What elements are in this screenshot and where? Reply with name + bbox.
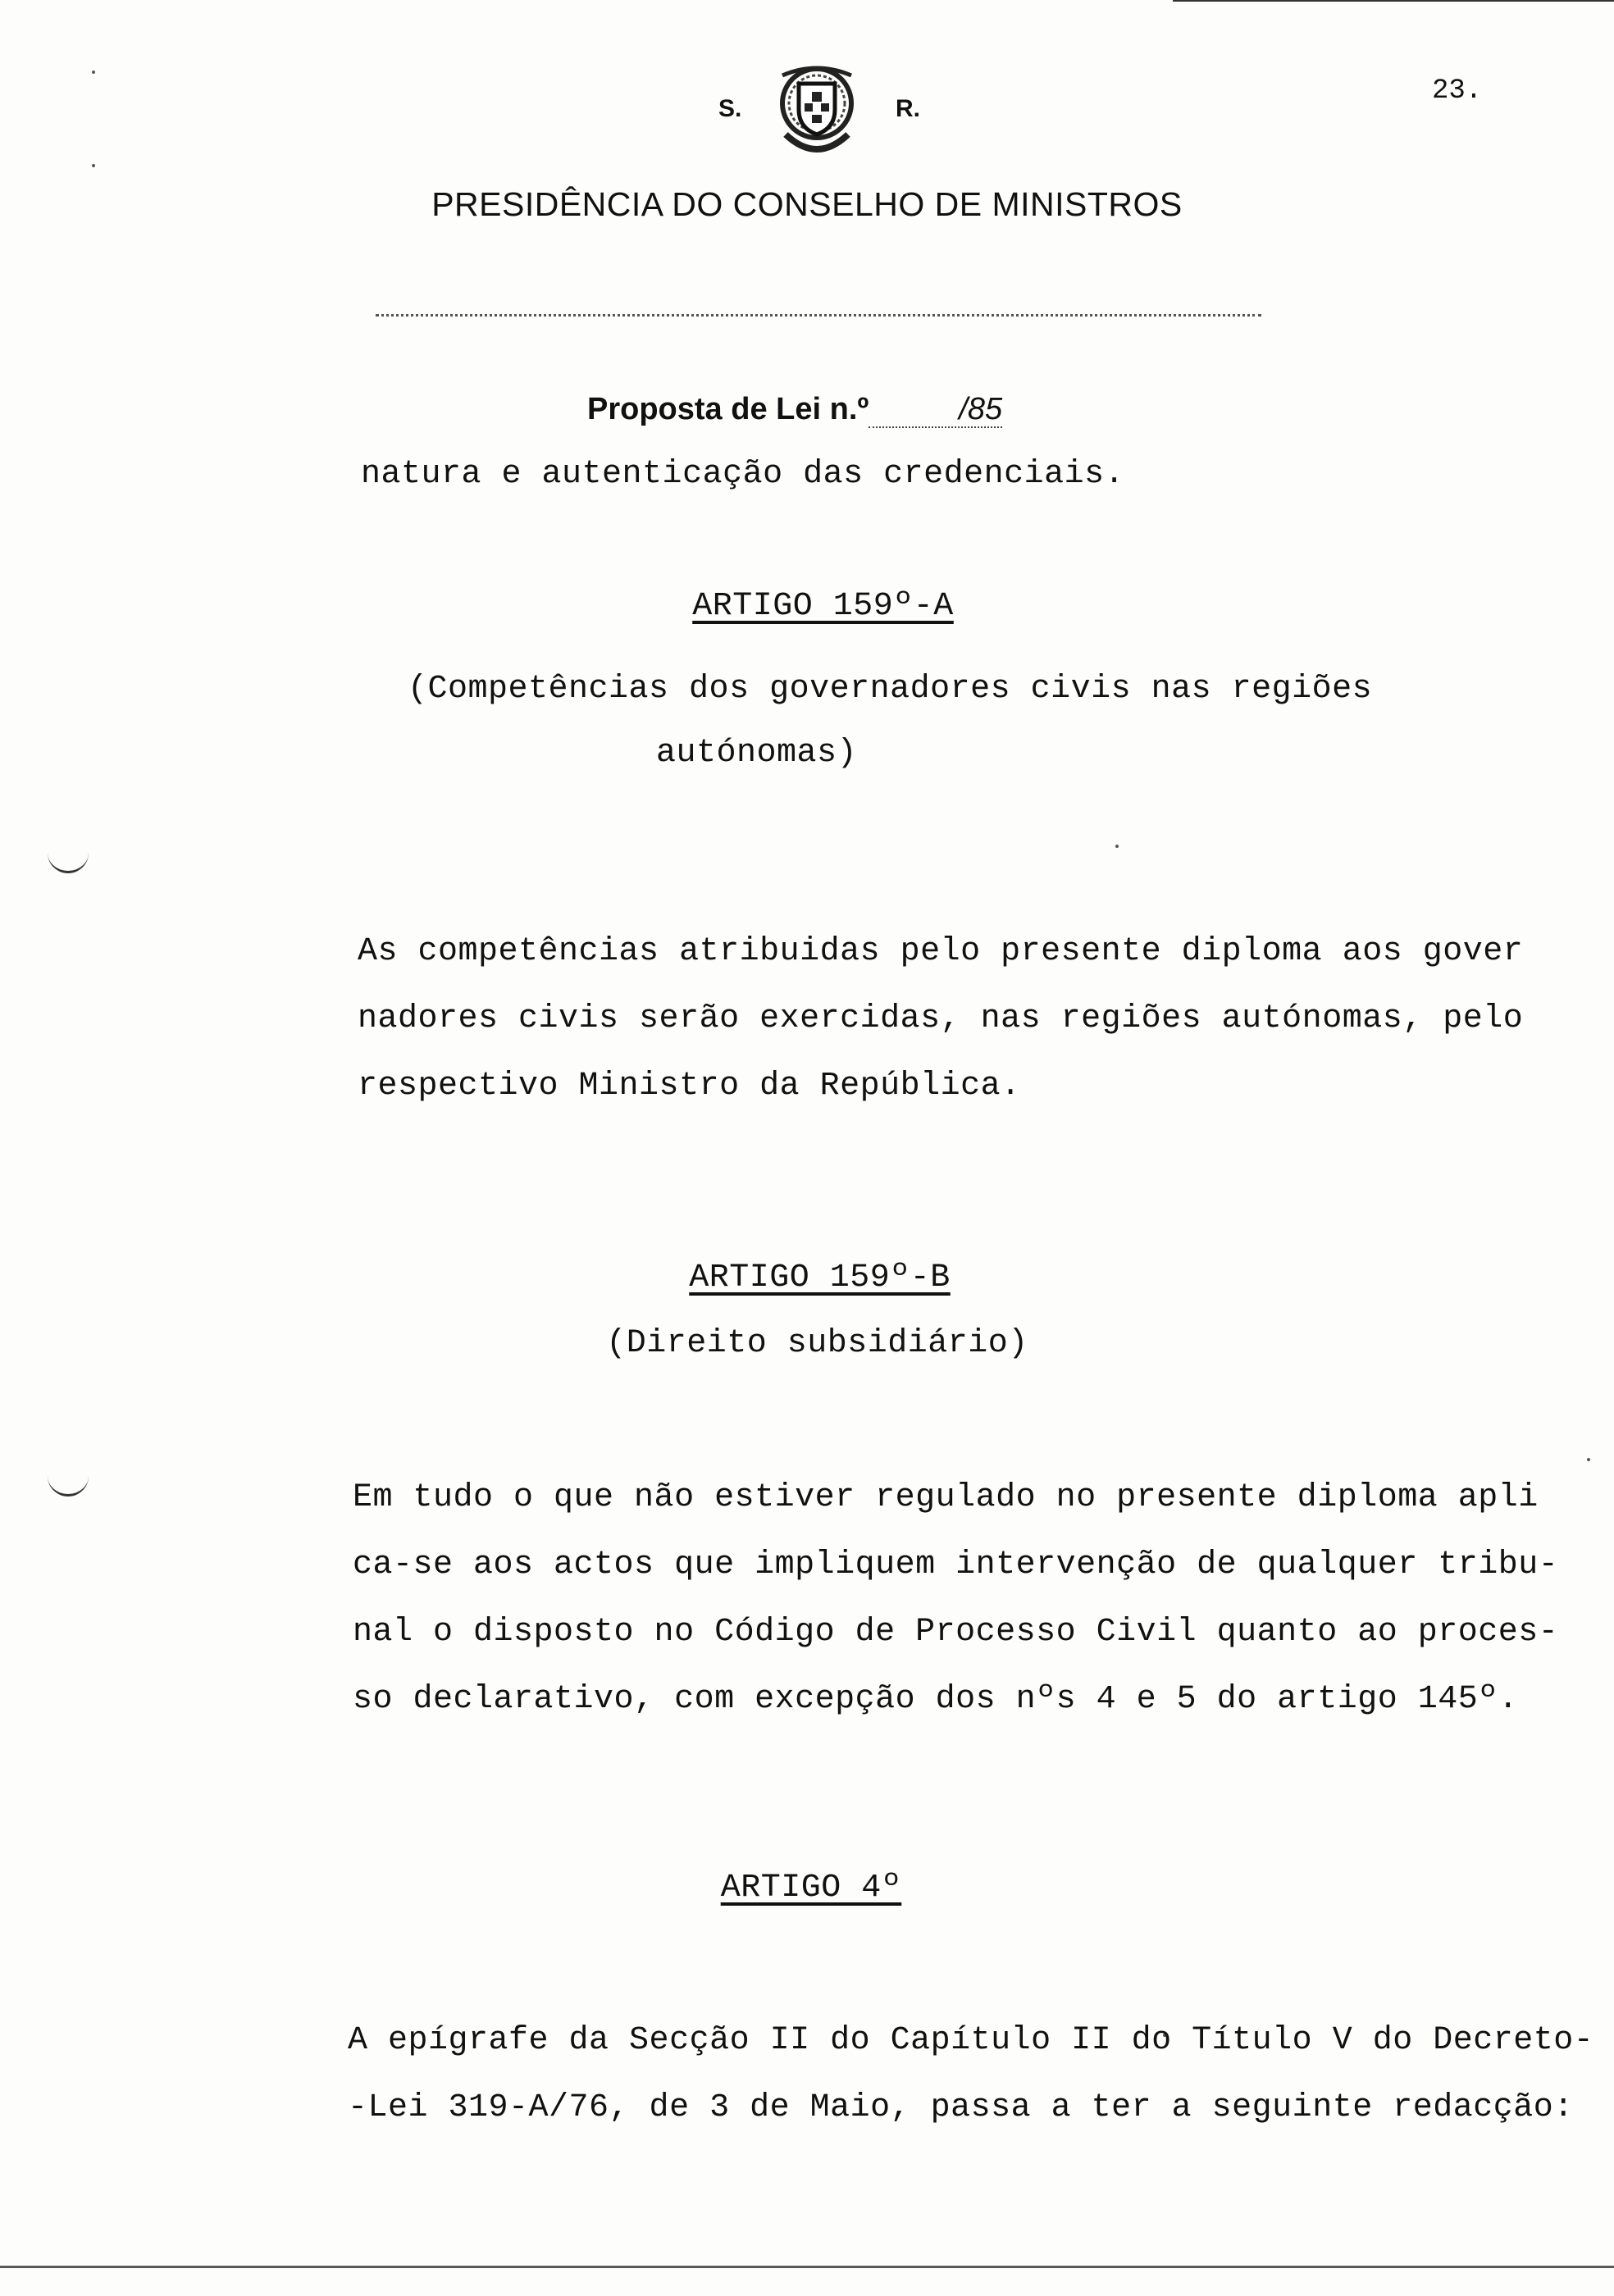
article-4-title: ARTIGO 4º bbox=[720, 1870, 902, 1906]
article-159b-title: ARTIGO 159º-B bbox=[689, 1260, 951, 1296]
scan-speck bbox=[92, 71, 95, 74]
portuguese-coat-of-arms-icon bbox=[771, 59, 863, 161]
article-159b-subtitle: (Direito subsidiário) bbox=[606, 1325, 1028, 1362]
office-title: PRESIDÊNCIA DO CONSELHO DE MINISTROS bbox=[431, 185, 1183, 223]
header-r-letter: R. bbox=[896, 95, 920, 122]
proposal-heading bbox=[587, 392, 1002, 427]
article-159a-line: respectivo Ministro da República. bbox=[358, 1068, 1021, 1105]
proposal-number: /85 bbox=[869, 392, 1002, 428]
article-4-line: A epígrafe da Secção II do Capítulo II do Título V do Decreto- bbox=[348, 2022, 1594, 2059]
article-159a-line: nadores civis serão exercidas, nas regiões autónomas, pelo bbox=[358, 1000, 1524, 1037]
article-4-line: -Lei 319-A/76, de 3 de Maio, passa a ter a seguinte redacção: bbox=[348, 2089, 1574, 2126]
article-159a-body bbox=[358, 918, 1523, 1120]
article-159b-line: Em tudo o que não estiver regulado no presente diploma apli bbox=[353, 1479, 1539, 1516]
proposal-label: Proposta de Lei n.º bbox=[587, 392, 869, 426]
article-159a-line: As competências atribuidas pelo presente diploma aos gover bbox=[358, 933, 1524, 970]
scan-top-rule bbox=[1173, 0, 1614, 2]
scan-speck bbox=[1115, 845, 1119, 848]
article-159a-title: ARTIGO 159º-A bbox=[692, 588, 954, 625]
scan-speck bbox=[1587, 1458, 1590, 1461]
punch-hole-mark-lower bbox=[48, 1476, 89, 1496]
scan-bottom-rule bbox=[0, 2266, 1614, 2268]
article-159b-line: nal o disposto no Código de Processo Civil quanto ao proces- bbox=[353, 1614, 1559, 1651]
article-159a-subtitle-line1: (Competências dos governadores civis nas regiões bbox=[408, 671, 1373, 708]
header-s-letter: S. bbox=[718, 95, 742, 122]
article-159b-line: ca-se aos actos que impliquem intervenção de qualquer tribu- bbox=[353, 1547, 1559, 1583]
scan-speck bbox=[92, 164, 95, 167]
punch-hole-mark-upper bbox=[48, 853, 89, 873]
article-159b-line: so declarativo, com excepção dos nºs 4 e 5 do artigo 145º. bbox=[353, 1681, 1519, 1718]
article-159a-subtitle-line2: autónomas) bbox=[656, 735, 858, 772]
dotted-separator bbox=[376, 314, 1261, 317]
article-159b-body bbox=[353, 1465, 1558, 1733]
intro-line: natura e autenticação das credenciais. bbox=[361, 456, 1125, 493]
page-number: 23. bbox=[1432, 75, 1483, 107]
article-4-body bbox=[348, 2007, 1593, 2142]
